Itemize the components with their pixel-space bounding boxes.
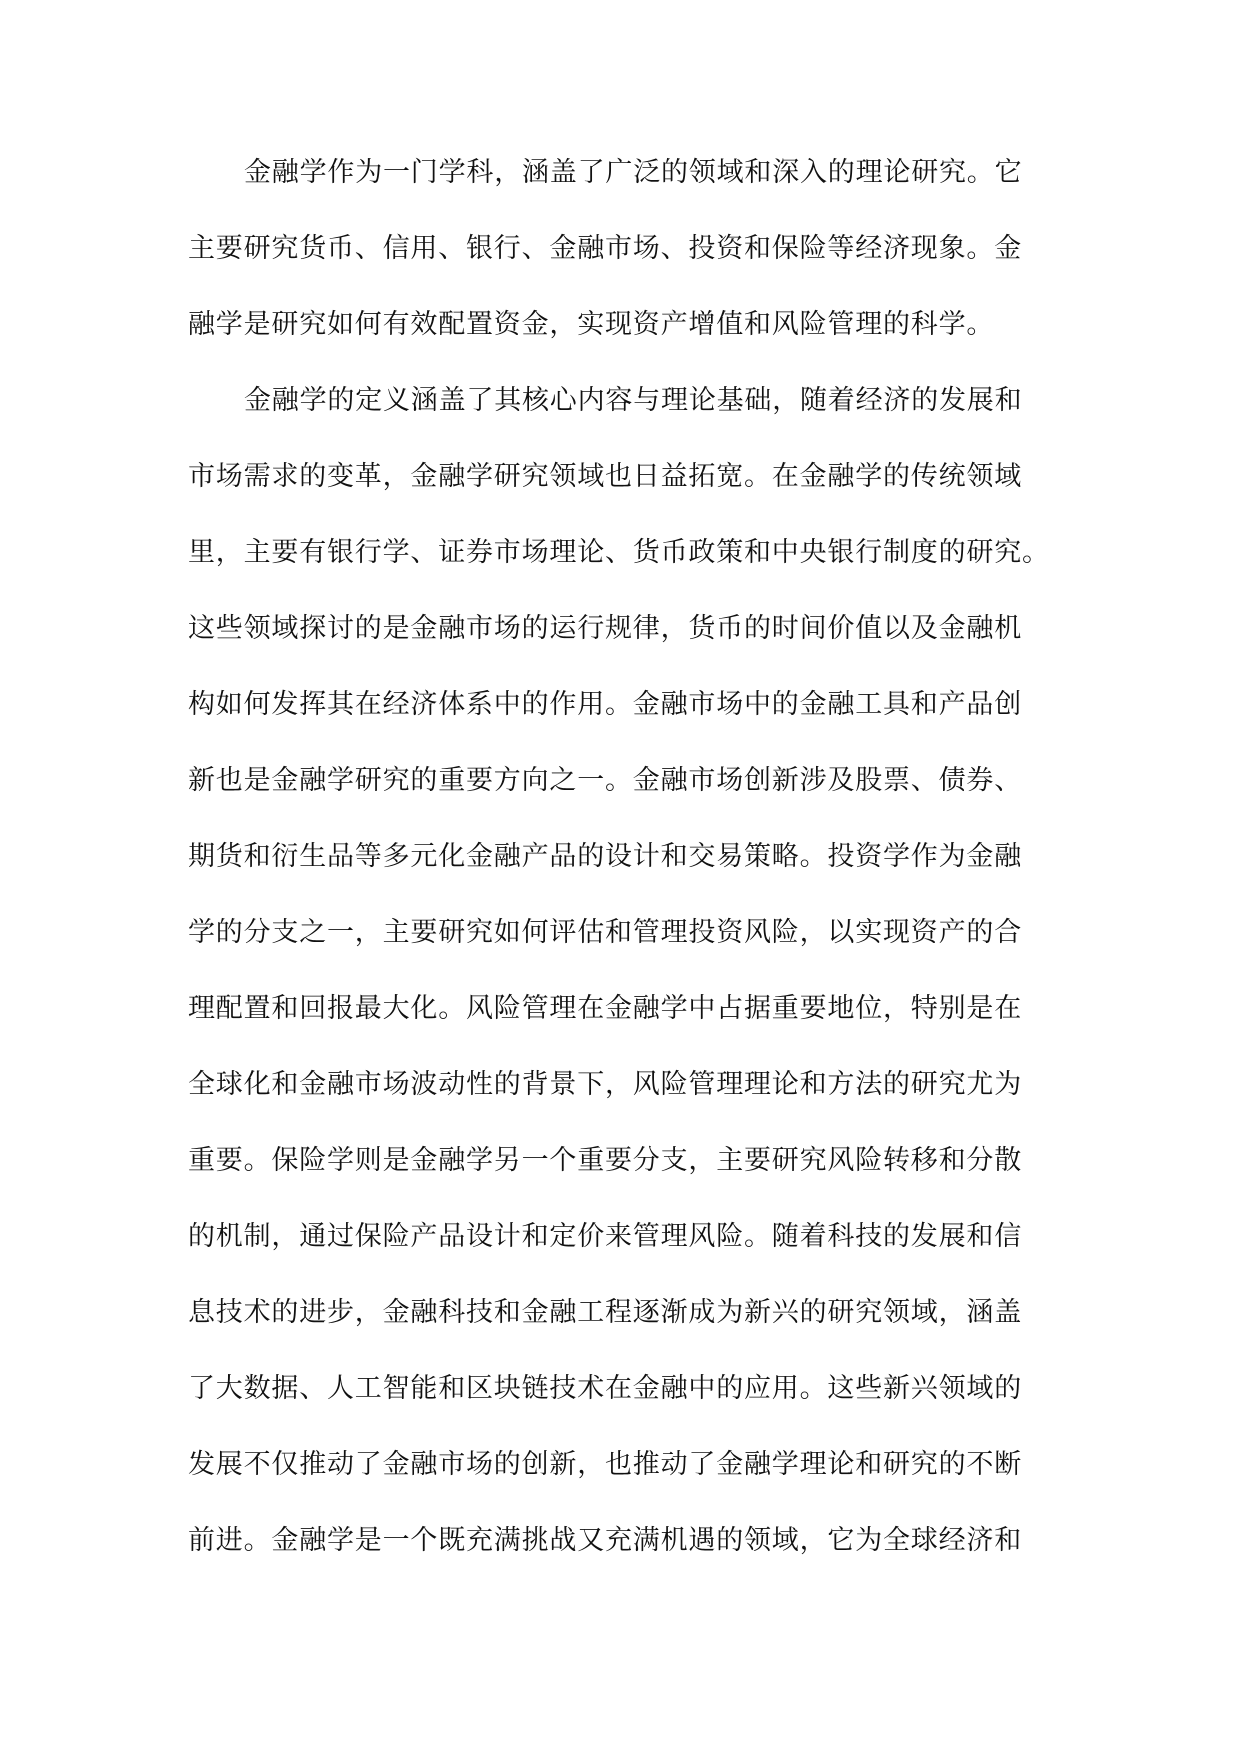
text-line: 全球化和金融市场波动性的背景下，风险管理理论和方法的研究尤为 bbox=[188, 1069, 1022, 1100]
text-line: 里，主要有银行学、证券市场理论、货币政策和中央银行制度的研究。 bbox=[188, 537, 1050, 568]
text-line: 新也是金融学研究的重要方向之一。金融市场创新涉及股票、债券、 bbox=[188, 765, 1022, 796]
text-line: 构如何发挥其在经济体系中的作用。金融市场中的金融工具和产品创 bbox=[188, 689, 1022, 720]
text-line: 金融学的定义涵盖了其核心内容与理论基础，随着经济的发展和 bbox=[244, 385, 1023, 416]
text-line: 发展不仅推动了金融市场的创新，也推动了金融学理论和研究的不断 bbox=[188, 1449, 1022, 1480]
text-line: 息技术的进步，金融科技和金融工程逐渐成为新兴的研究领域，涵盖 bbox=[188, 1297, 1022, 1328]
text-line: 前进。金融学是一个既充满挑战又充满机遇的领域，它为全球经济和 bbox=[188, 1525, 1022, 1556]
text-line: 的机制，通过保险产品设计和定价来管理风险。随着科技的发展和信 bbox=[188, 1221, 1022, 1252]
text-line: 这些领域探讨的是金融市场的运行规律，货币的时间价值以及金融机 bbox=[188, 613, 1022, 644]
text-line: 市场需求的变革，金融学研究领域也日益拓宽。在金融学的传统领域 bbox=[188, 461, 1022, 492]
text-line: 融学是研究如何有效配置资金，实现资产增值和风险管理的科学。 bbox=[188, 309, 995, 340]
text-line: 理配置和回报最大化。风险管理在金融学中占据重要地位，特别是在 bbox=[188, 993, 1022, 1024]
text-line: 学的分支之一，主要研究如何评估和管理投资风险，以实现资产的合 bbox=[188, 917, 1022, 948]
text-line: 金融学作为一门学科，涵盖了广泛的领域和深入的理论研究。它 bbox=[244, 157, 1023, 188]
paragraph-2 bbox=[188, 373, 1058, 1589]
text-line: 了大数据、人工智能和区块链技术在金融中的应用。这些新兴领域的 bbox=[188, 1373, 1022, 1404]
text-line: 主要研究货币、信用、银行、金融市场、投资和保险等经济现象。金 bbox=[188, 233, 1022, 264]
paragraph-1 bbox=[188, 145, 1058, 373]
text-line: 期货和衍生品等多元化金融产品的设计和交易策略。投资学作为金融 bbox=[188, 841, 1022, 872]
document-body bbox=[188, 145, 1058, 1589]
text-line: 重要。保险学则是金融学另一个重要分支，主要研究风险转移和分散 bbox=[188, 1145, 1022, 1176]
